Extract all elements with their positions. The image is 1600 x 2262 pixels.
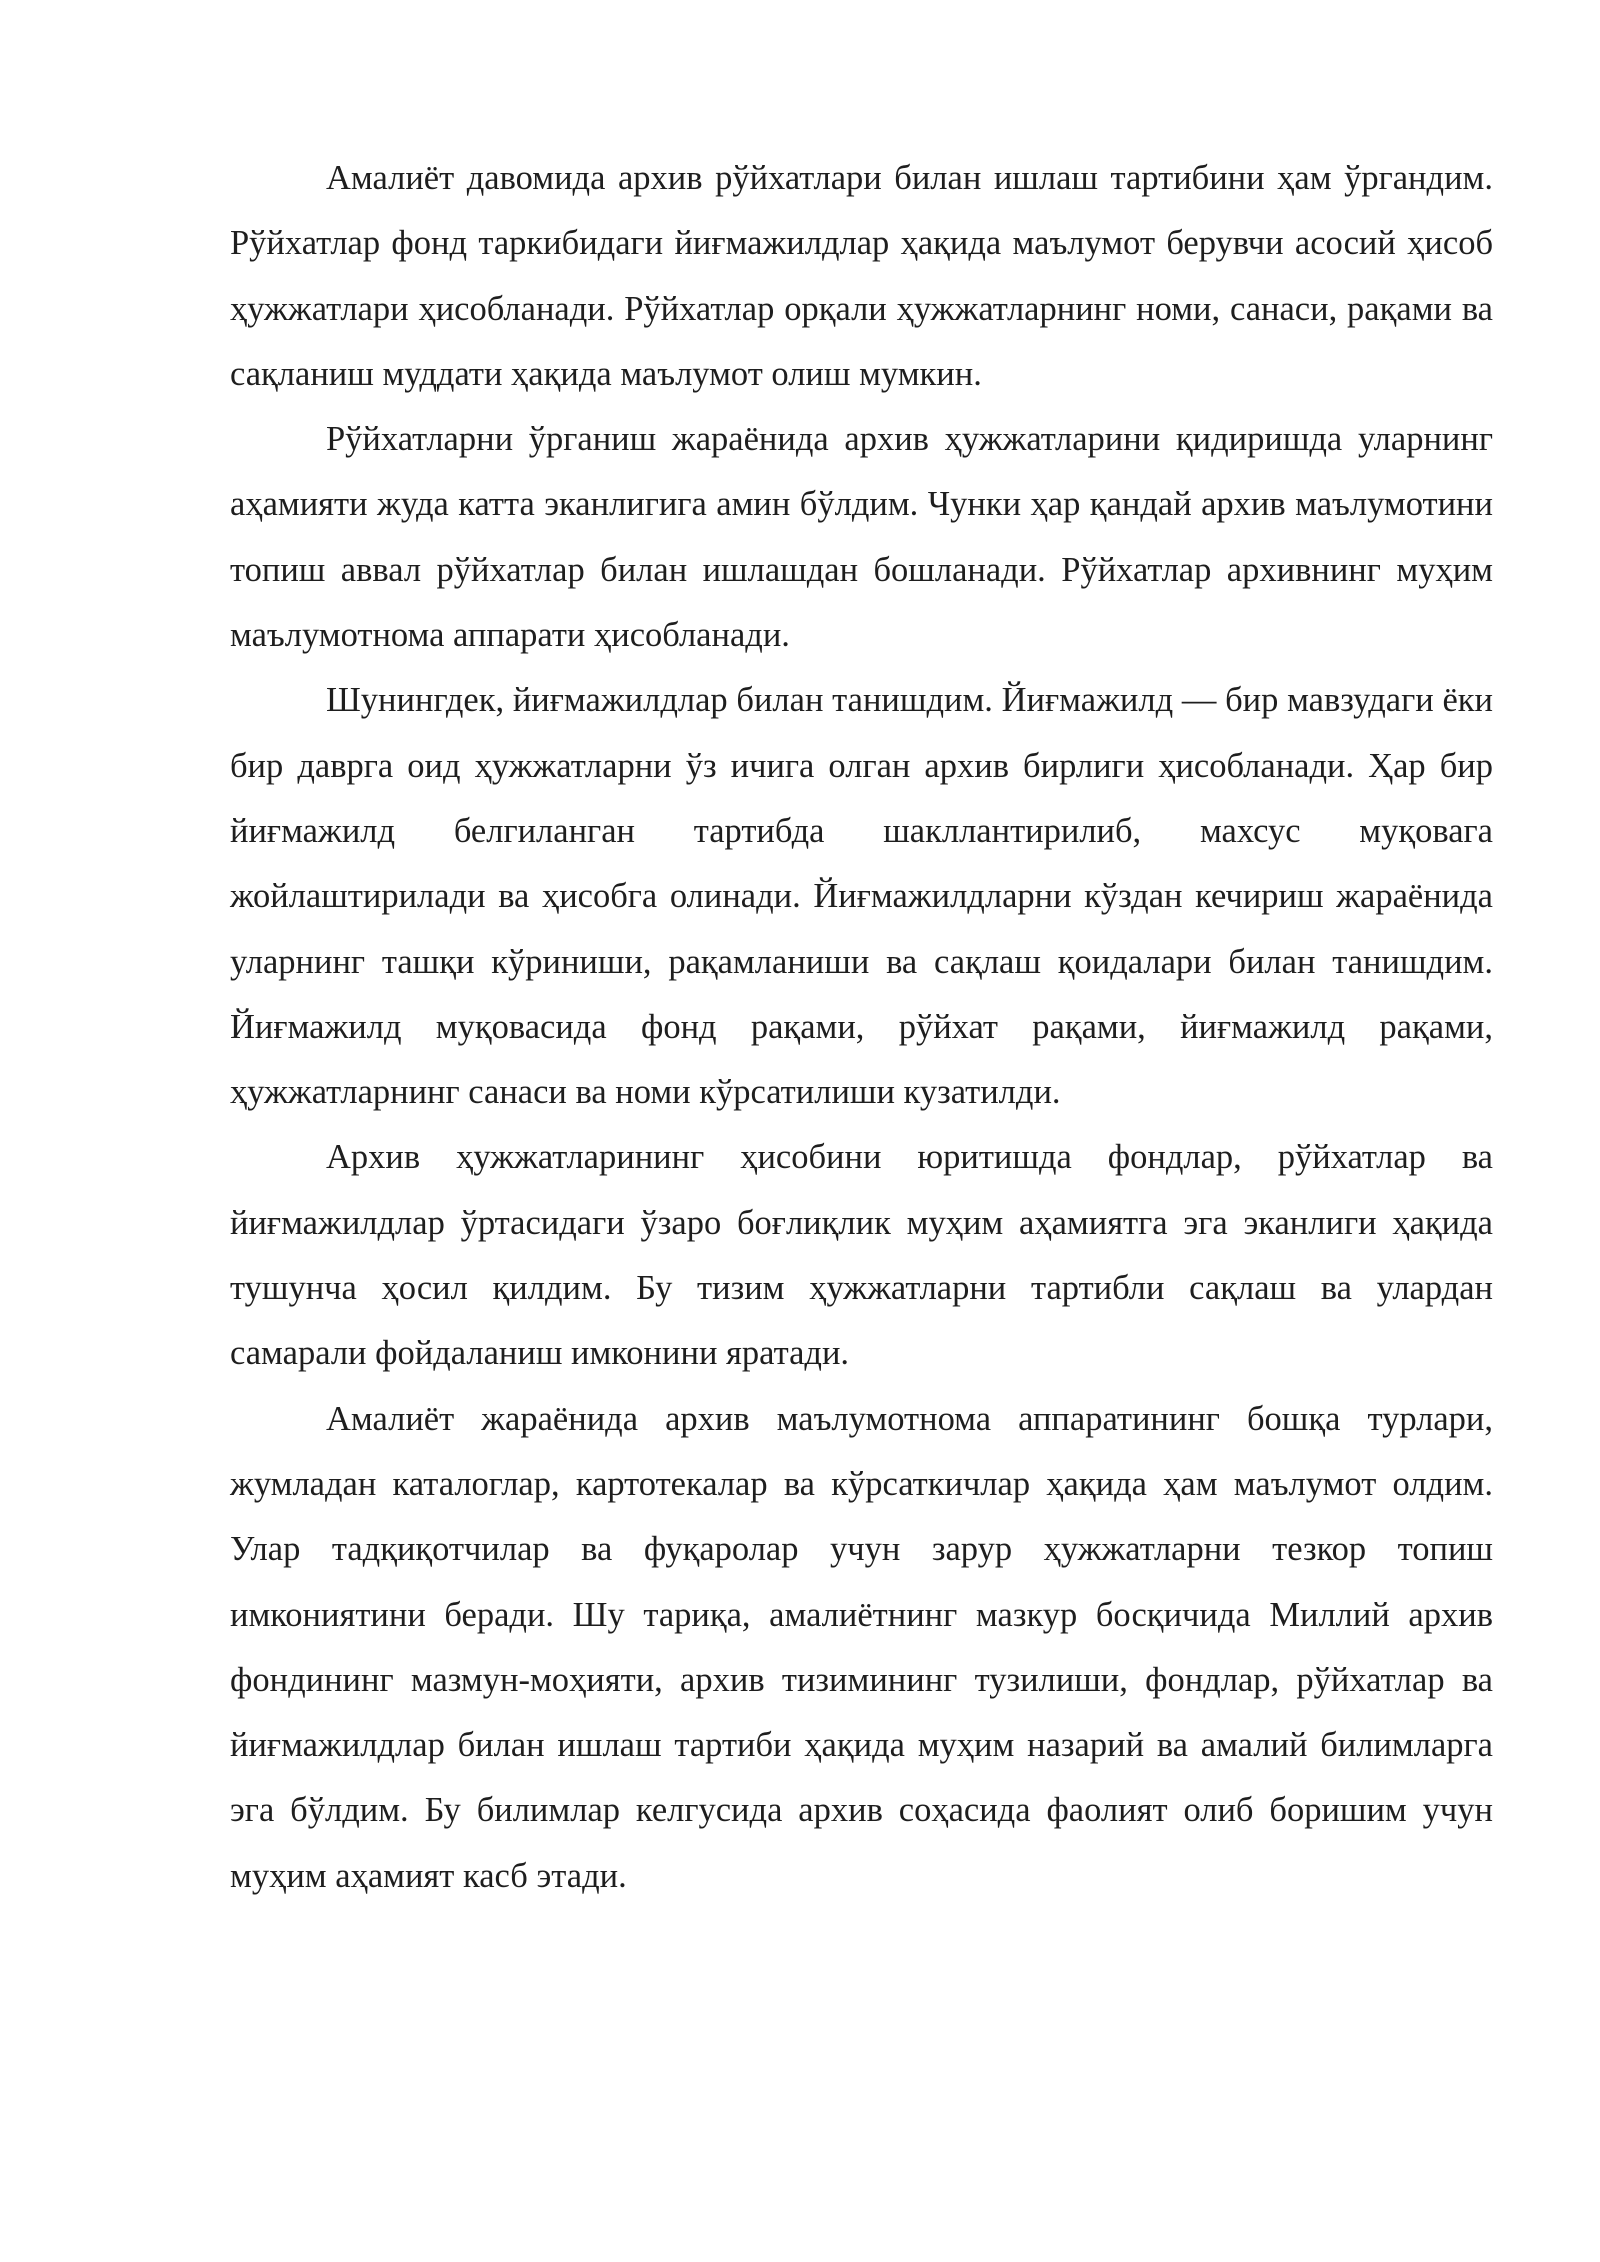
paragraph-1: Амалиёт давомида архив рўйхатлари билан ишлаш тартибини ҳам ўргандим. Рўйхатлар фонд таркибидаги йиғмажилдлар ҳақида маълумот берувчи асосий ҳисоб ҳужжатлари ҳисобланади. Рўйхатлар орқали ҳужжатларнинг номи, санаси, рақами ва сақланиш муддати ҳақида маълумот олиш мумкин. [230,159,1493,393]
paragraph-4: Архив ҳужжатларининг ҳисобини юритишда фондлар, рўйхатлар ва йиғмажилдлар ўртасидаги ўзаро боғлиқлик муҳим аҳамиятга эга эканлиги ҳақида тушунча ҳосил қилдим. Бу тизим ҳужжатларни тартибли сақлаш ва улардан самарали фойдаланиш имконини яратади. [230,1138,1493,1373]
paragraph-5: Амалиёт жараёнида архив маълумотнома аппаратининг бошқа турлари, жумладан каталоглар, картотекалар ва кўрсаткичлар ҳақида ҳам маълумот олдим. Улар тадқиқотчилар ва фуқаролар учун зарур ҳужжатларни тезкор топиш имкониятини беради. Шу тариқа, амалиётнинг мазкур босқичида Миллий архив фондининг мазмун-моҳияти, архив тизимининг тузилиши, фондлар, рўйхатлар ва йиғмажилдлар билан ишлаш тартиби ҳақида муҳим назарий ва амалий билимларга эга бўлдим. Бу билимлар келгусида архив соҳасида фаолият олиб боришим учун муҳим аҳамият касб этади. [230,1399,1493,1895]
paragraph-2: Рўйхатларни ўрганиш жараёнида архив ҳужжатларини қидиришда уларнинг аҳамияти жуда катта эканлигига амин бўлдим. Чунки ҳар қандай архив маълумотини топиш аввал рўйхатлар билан ишлашдан бошланади. Рўйхатлар архивнинг муҳим маълумотнома аппарати ҳисобланади. [230,420,1493,655]
paragraph-3: Шунингдек, йиғмажилдлар билан танишдим. Йиғмажилд — бир мавзудаги ёки бир даврга оид ҳужжатларни ўз ичига олган архив бирлиги ҳисобланади. Ҳар бир йиғмажилд белгиланган тартибда шакллантирилиб, махсус муқовага жойлаштирилади ва ҳисобга олинади. Йиғмажилдларни кўздан кечириш жараёнида уларнинг ташқи кўриниши, рақамланиши ва сақлаш қоидалари билан танишдим. Йиғмажилд муқовасида фонд рақами, рўйхат рақами, йиғмажилд рақами, ҳужжатларнинг санаси ва номи кўрсатилиши кузатилди. [230,681,1493,1112]
document-body [230,146,1493,1909]
